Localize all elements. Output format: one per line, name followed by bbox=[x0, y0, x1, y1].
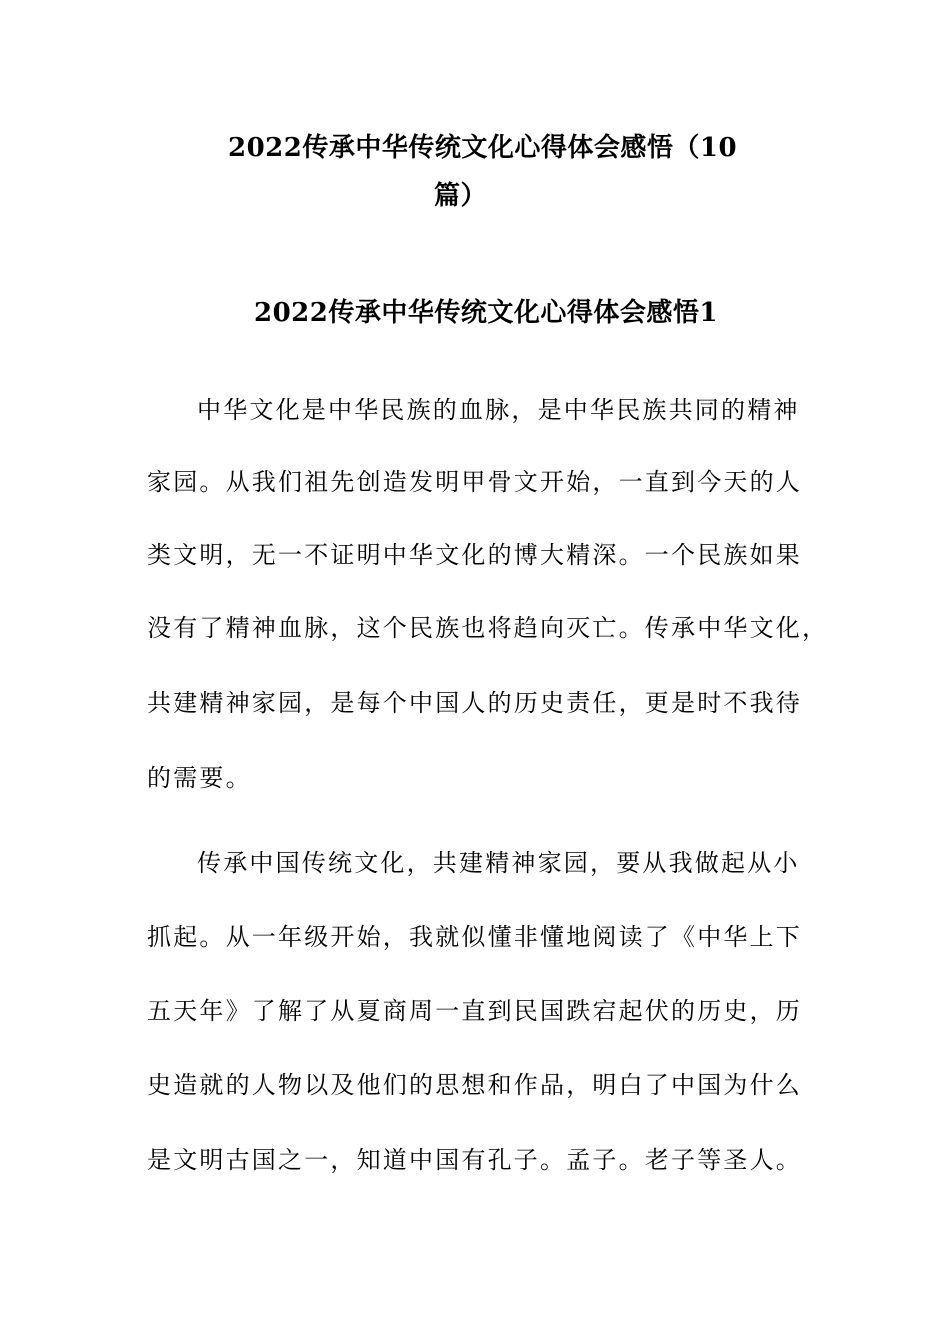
paragraph-1-line-2: 家园。从我们祖先创造发明甲骨文开始，一直到今天的人 bbox=[147, 468, 802, 496]
document-title-line-1: 2022传承中华传统文化心得体会感悟（10 bbox=[228, 133, 738, 163]
paragraph-1-line-5: 共建精神家园，是每个中国人的历史责任，更是时不我待 bbox=[147, 689, 802, 717]
paragraph-1-line-1: 中华文化是中华民族的血脉，是中华民族共同的精神 bbox=[197, 396, 800, 424]
paragraph-2-line-4: 史造就的人物以及他们的思想和作品，明白了中国为什么 bbox=[147, 1071, 802, 1099]
paragraph-2-line-2: 抓起。从一年级开始，我就似懂非懂地阅读了《中华上下 bbox=[147, 923, 802, 951]
paragraph-1-line-3: 类文明，无一不证明中华文化的博大精深。一个民族如果 bbox=[147, 541, 802, 569]
paragraph-2-line-5: 是文明古国之一，知道中国有孔子。孟子。老子等圣人。 bbox=[147, 1146, 802, 1174]
paragraph-1-line-6: 的需要。 bbox=[147, 764, 252, 792]
section-title: 2022传承中华传统文化心得体会感悟1 bbox=[254, 298, 718, 328]
paragraph-2-line-1: 传承中国传统文化，共建精神家园，要从我做起从小 bbox=[197, 849, 800, 877]
paragraph-1-line-4: 没有了精神血脉，这个民族也将趋向灭亡。传承中华文化， bbox=[147, 614, 829, 642]
paragraph-2-line-3: 五天年》了解了从夏商周一直到民国跌宕起伏的历史，历 bbox=[147, 997, 802, 1025]
document-title-line-2: 篇） bbox=[434, 181, 488, 211]
